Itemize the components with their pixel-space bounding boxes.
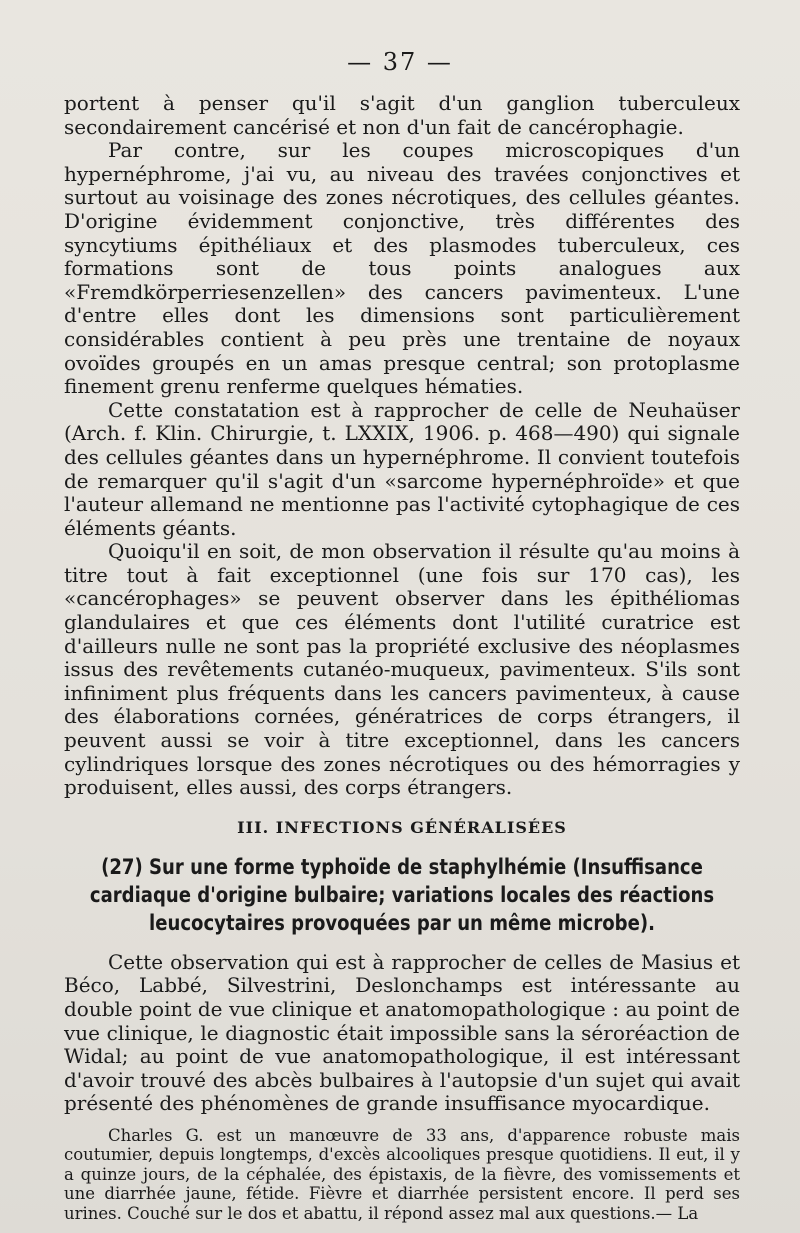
paragraph: Quoiqu'il en soit, de mon observation il résulte qu'au moins à titre tout à fait exceptionnel (une fois sur 170 cas), les «cancérophages» se peuvent observer dans les épithéliomas glandulaires et que ces éléments dont l'utilité curatrice est d'ailleurs nulle ne sont pas la propriété exclusive des néoplasmes issus des revêtements cutanéo-muqueux, pavimenteux. S'ils sont infiniment plus fréquents dans les cancers pavimenteux, à cause des élaborations cornées, génératrices de corps étrangers, il peuvent aussi se voir à titre exceptionnel, dans les cancers cylindriques lorsque des zones nécrotiques ou des hémorragies y produisent, elles aussi, des corps étrangers. [64, 539, 740, 800]
paragraph-continuation: portent à penser qu'il s'agit d'un ganglion tuberculeux secondairement cancérisé et non d'un fait de cancérophagie. [64, 91, 740, 139]
page-body [64, 92, 740, 1223]
page-number: — 37 — [347, 48, 453, 76]
small-print-paragraph: Charles G. est un manœuvre de 33 ans, d'apparence robuste mais coutumier, depuis longtemps, d'excès alcooliques presque quotidiens. Il eut, il y a quinze jours, de la céphalée, des épistaxis, de la fièvre, des vomissements et une diarrhée jaune, fétide. Fièvre et diarrhée persistent encore. Il perd ses urines. Couché sur le dos et abattu, il répond assez mal aux questions.— La [64, 1125, 740, 1223]
paragraph: Cette observation qui est à rapprocher de celles de Masius et Béco, Labbé, Silvestrini, Deslonchamps est intéressante au double point de vue clinique et anatomopathologique : au point de vue clinique, le diagnostic était impossible sans la séroréaction de Widal; au point de vue anatomopathologique, il est intéressant d'avoir trouvé des abcès bulbaires à l'autopsie d'un sujet qui avait présenté des phénomènes de grande insuffisance myocardique. [64, 949, 740, 1116]
paragraph: Par contre, sur les coupes microscopiques d'un hypernéphrome, j'ai vu, au niveau des travées conjonctives et surtout au voisinage des zones nécrotiques, des cellules géantes. D'origine évidemment conjonctive, très différentes des syncytiums épithéliaux et des plasmodes tuberculeux, ces formations sont de tous points analogues aux «Fremdkörperriesenzellen» des cancers pavimenteux. L'une d'entre elles dont les dimensions sont particulièrement considérables contient à peu près une trentaine de noyaux ovoïdes groupés en un amas presque central; son protoplasme finement grenu renferme quelques hématies. [64, 138, 740, 399]
article-title: (27) Sur une forme typhoïde de staphylhémie (Insuffisance cardiaque d'origine bulbaire; variations locales des réactions leucocytaires provoquées par un même microbe). [89, 854, 715, 935]
paragraph: Cette constatation est à rapprocher de celle de Neuhaüser (Arch. f. Klin. Chirurgie, t. LXXIX, 1906. p. 468—490) qui signale des cellules géantes dans un hypernéphrome. Il convient toutefois de remarquer qu'il s'agit d'un «sarcome hypernéphroïde» et que l'auteur allemand ne mentionne pas l'activité cytophagique de ces éléments géants. [64, 397, 740, 540]
section-heading: III. INFECTIONS GÉNÉRALISÉES [237, 817, 567, 837]
